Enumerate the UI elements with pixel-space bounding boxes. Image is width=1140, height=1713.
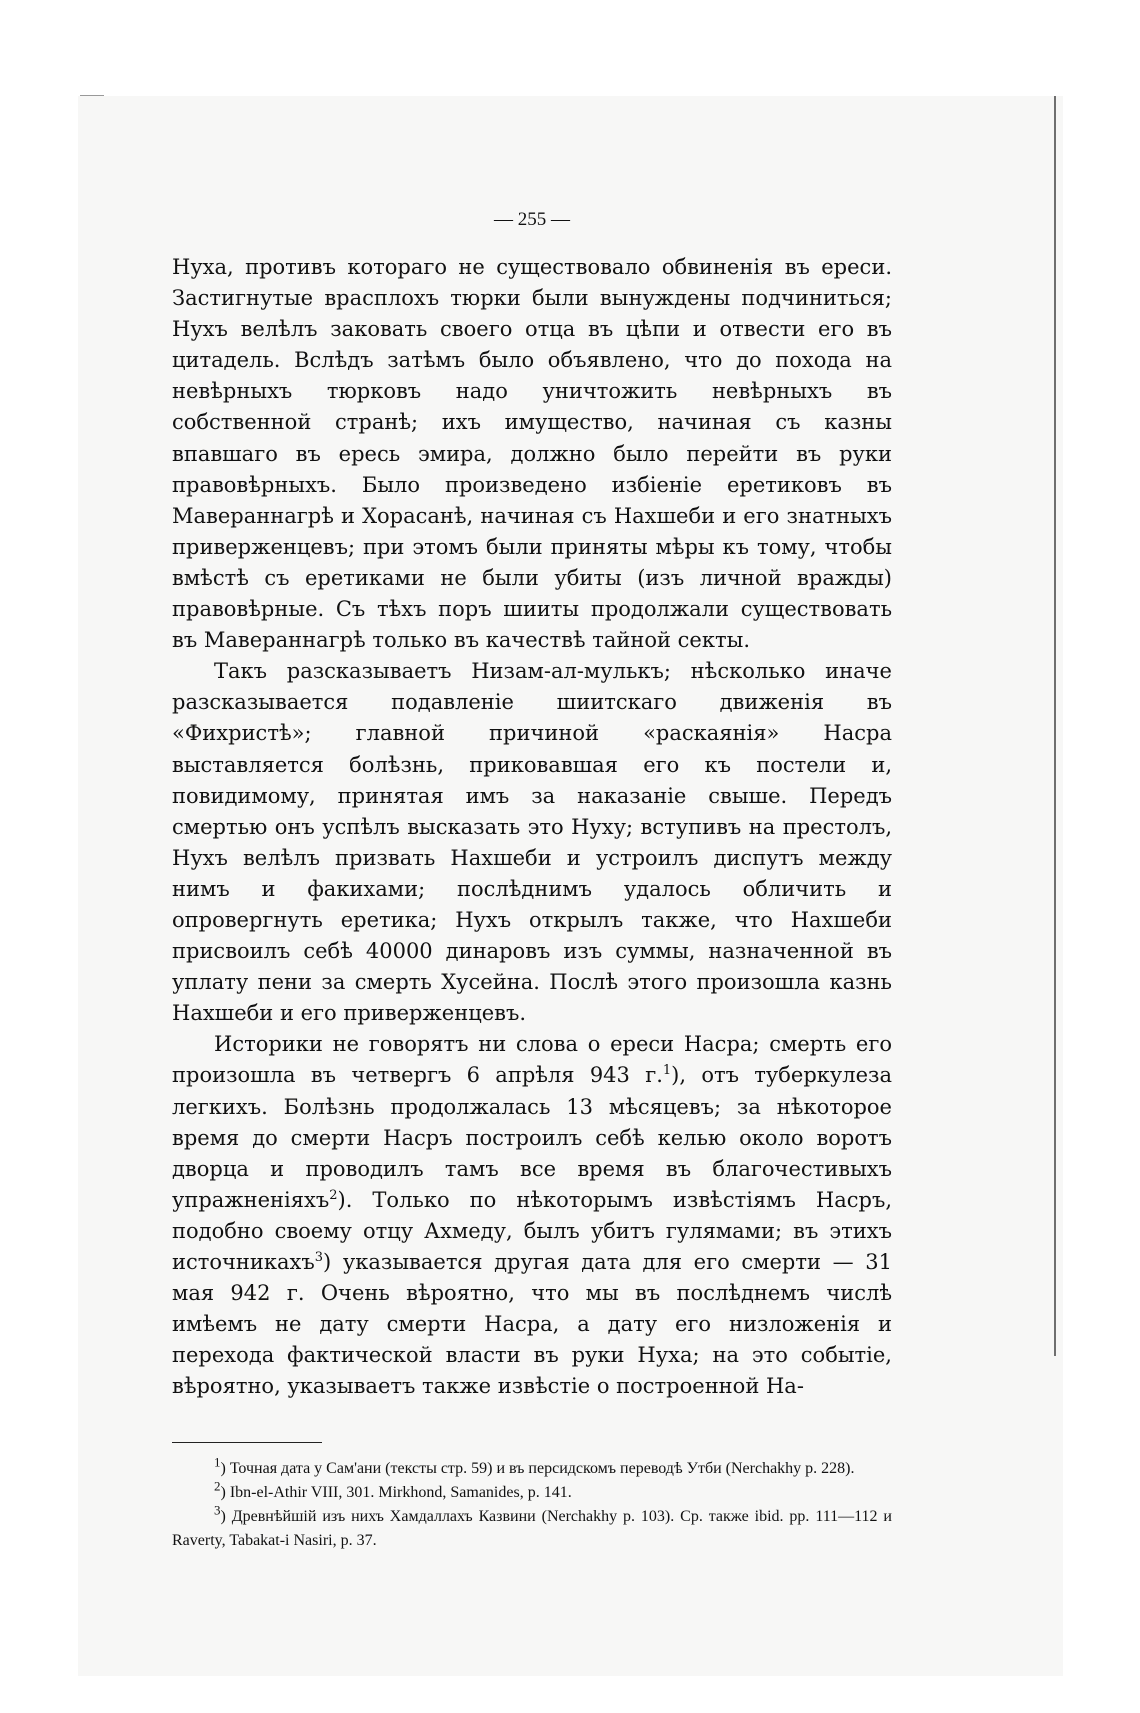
paragraph-2: Такъ разсказываетъ Низам-ал-мулькъ; нѣсколько иначе разсказывается подавленіе шиитскаго движенія въ «Фихристѣ»; главной причиной «раскаянія» Насра выставляется болѣзнь, приковавшая его къ постели и, повидимому, принятая имъ за наказаніе свыше. Передъ смертью онъ успѣлъ высказать это Нуху; вступивъ на престолъ, Нухъ велѣлъ призвать Нахшеби и устроилъ диспутъ между нимъ и факихами; послѣднимъ удалось обличить и опровергнуть еретика; Нухъ открылъ также, что Нахшеби присвоилъ себѣ 40000 динаровъ изъ суммы, назначенной въ уплату пени за смерть Хусейна. Послѣ этого произошла казнь Нахшеби и его приверженцевъ. xyxy=(172,659,892,1026)
paragraph-3-part-4: ) указывается другая дата для его смерти — 31 мая 942 г. Очень вѣроятно, что мы въ послѣднемъ числѣ имѣемъ не дату смерти Насра, а дату его низложенія и перехода фактической власти въ руки Нуха; на это событіе, вѣроятно, указываетъ также извѣстіе о построенной На- xyxy=(172,1250,892,1399)
footnote-mark-3: 3 xyxy=(214,1503,221,1519)
footnote-3 xyxy=(172,1505,892,1553)
footnote-mark-1: 1 xyxy=(214,1455,221,1471)
paragraph-3 xyxy=(172,1029,892,1402)
footnote-ref-1: 1 xyxy=(662,1063,672,1079)
paragraph-3-part-1: Историки не говорятъ ни слова о ереси Насра; смерть его произошла въ четвергъ 6 апрѣля 943 г. xyxy=(172,1032,892,1088)
footnote-2-text: ) Ibn-el-Athir VIII, 301. Mirkhond, Samanides, p. 141. xyxy=(220,1484,572,1502)
paragraph-1: Нуха, противъ котораго не существовало обвиненія въ ереси. Застигнутые врасплохъ тюрки были вынуждены подчиниться; Нухъ велѣлъ заковать своего отца въ цѣпи и отвести его въ цитадель. Вслѣдъ затѣмъ было объявлено, что до похода на невѣрныхъ тюрковъ надо уничтожить невѣрныхъ въ собственной странѣ; ихъ имущество, начиная съ казны впавшаго въ ересь эмира, должно было перейти въ руки правовѣрныхъ. Было произведено избіеніе еретиковъ въ Мавераннагрѣ и Хорасанѣ, начиная съ Нахшеби и его знатныхъ приверженцевъ; при этомъ были приняты мѣры къ тому, чтобы вмѣстѣ съ еретиками не были убиты (изъ личной вражды) правовѣрные. Съ тѣхъ поръ шииты продолжали существовать въ Мавераннагрѣ только въ качествѣ тайной секты. xyxy=(172,255,892,653)
footnote-mark-2: 2 xyxy=(214,1479,221,1495)
paragraph-3-part-3: ). Только по нѣкоторымъ извѣстіямъ Насръ, подобно своему отцу Ахмеду, былъ убитъ гулямами; въ этихъ источникахъ xyxy=(172,1187,892,1274)
footnote-ref-2: 2 xyxy=(329,1187,338,1203)
paragraph-3-part-2: ), отъ туберкулеза легкихъ. Болѣзнь продолжалась 13 мѣсяцевъ; за нѣкоторое время до смерти Насръ построилъ себѣ келью около воротъ дворца и проводилъ тамъ все время въ благочестивыхъ упражненіяхъ xyxy=(172,1063,892,1212)
footnote-3-text: ) Древнѣйшій изъ нихъ Хамдаллахъ Казвини (Nerchakhy p. 103). Ср. также ibid. pp. 111—112 и Raverty, Tabakat-i Nasiri, p. 37. xyxy=(172,1508,892,1550)
scan-edge-line xyxy=(1054,96,1056,1356)
footnote-divider xyxy=(172,1442,322,1443)
page-number: — 255 — xyxy=(494,209,570,230)
footnote-1-text: ) Точная дата у Сам'ани (тексты стр. 59) и въ персидскомъ переводѣ Утби (Nerchakhy p. 228). xyxy=(220,1460,855,1478)
footnote-ref-3: 3 xyxy=(314,1250,324,1265)
scan-mark xyxy=(80,95,104,96)
footnote-2 xyxy=(172,1481,892,1505)
footnote-1 xyxy=(172,1457,892,1481)
page-content xyxy=(172,208,892,1553)
